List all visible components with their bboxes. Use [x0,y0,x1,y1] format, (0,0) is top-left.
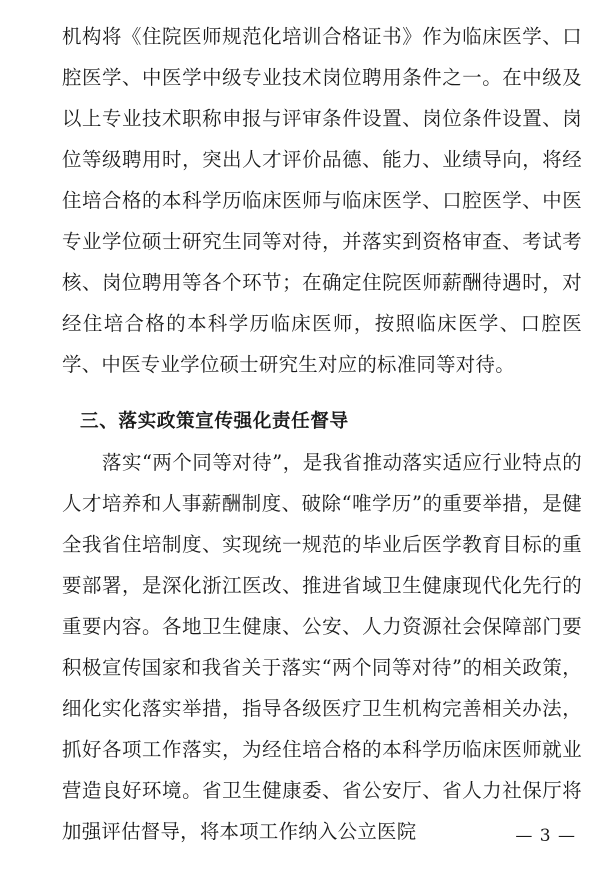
page-number: — 3 — [515,826,576,846]
section-heading: 三、落实政策宣传强化责任督导 [80,411,349,432]
body-paragraph-continuation: 机构将《住院医师规范化培训合格证书》作为临床医学、口腔医学、中医学中级专业技术岗位聘用条件之一。在中级及以上专业技术职称申报与评审条件设置、岗位条件设置、岗位等级聘用时，突出人才评价品德、能力、业绩导向，将经住培合格的本科学历临床医师与临床医学、口腔医学、中医专业学位硕士研究生同等对待，并落实到资格审查、考试考核、岗位聘用等各个环节；在确定住院医师薪酬待遇时，对经住培合格的本科学历临床医师，按照临床医学、口腔医学、中医专业学位硕士研究生对应的标准同等对待。 [62,25,582,376]
body-paragraph-section-3: 落实“两个同等对待”，是我省推动落实适应行业特点的人才培养和人事薪酬制度、破除“唯学历”的重要举措，是健全我省住培制度、实现统一规范的毕业后医学教育目标的重要部署，是深化浙江医改、推进省域卫生健康现代化先行的重要内容。各地卫生健康、公安、人力资源社会保障部门要积极宣传国家和我省关于落实“两个同等对待”的相关政策，细化实化落实举措，指导各级医疗卫生机构完善相关办法，抓好各项工作落实，为经住培合格的本科学历临床医师就业营造良好环境。省卫生健康委、省公安厅、省人力社保厅将加强评估督导，将本项工作纳入公立医院 [62,451,582,843]
